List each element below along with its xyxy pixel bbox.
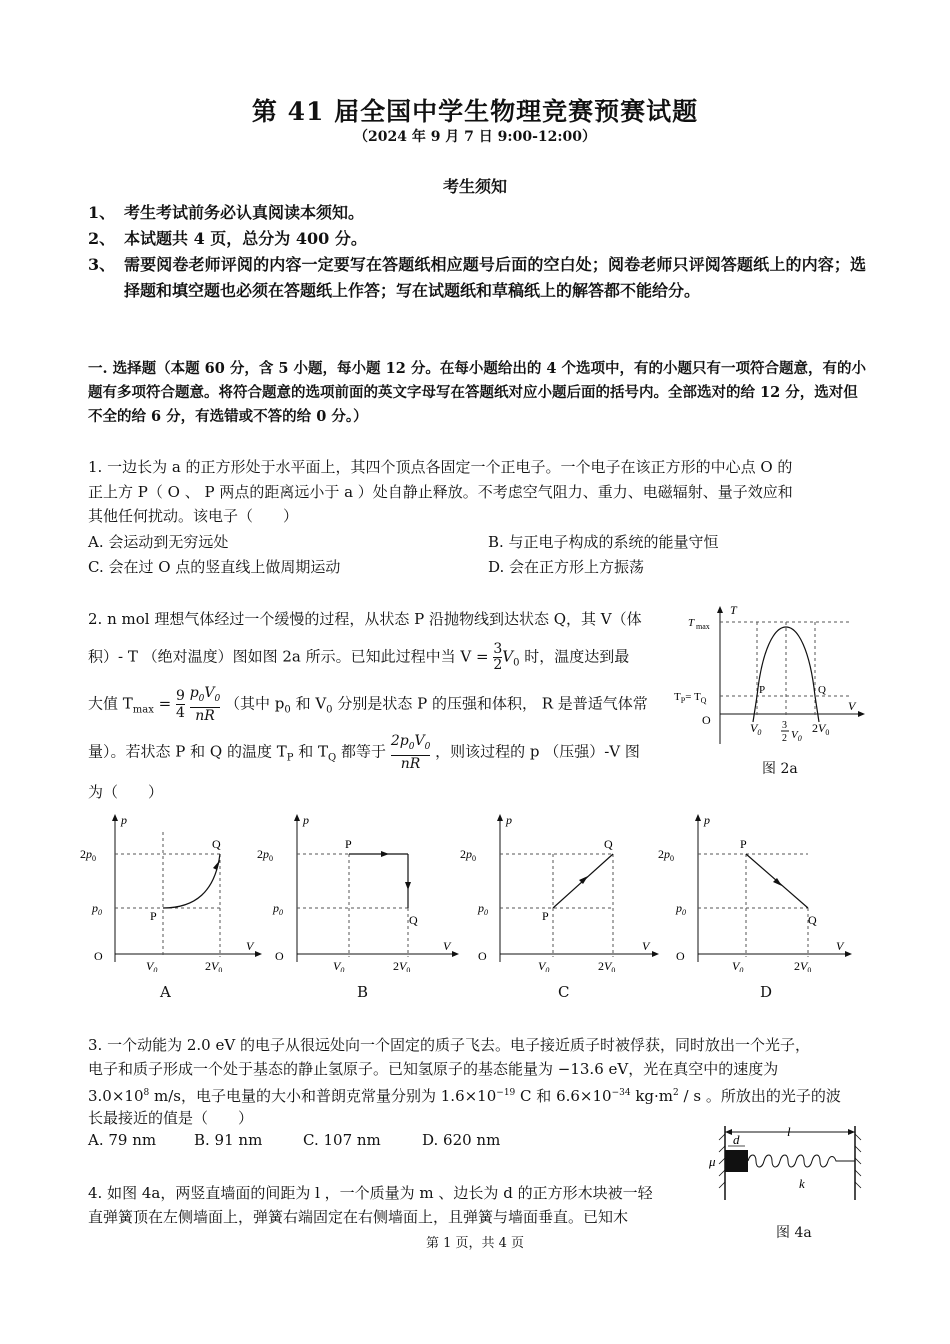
svg-text:V: V bbox=[246, 939, 254, 953]
option-label-a: A bbox=[160, 983, 171, 1001]
graph-c bbox=[460, 813, 659, 972]
q2-options-figures bbox=[80, 812, 880, 972]
q1-line-3: 其他任何扰动。该电子（ ） bbox=[88, 507, 299, 525]
q1-line-2: 正上方 P（ O 、 P 两点的距离远小于 a ）处自静止释放。不考虑空气阻力、重力、电磁辐射、量子效应和 bbox=[88, 483, 793, 501]
svg-text:V0: $V_0$ bbox=[750, 721, 762, 737]
svg-text:V: V bbox=[642, 939, 650, 953]
svg-text:p: p bbox=[506, 813, 512, 827]
svg-text:p: p bbox=[704, 813, 710, 827]
notice-text: 考生考试前务必认真阅读本须知。 bbox=[124, 203, 365, 222]
option-label-c: C bbox=[558, 983, 570, 1001]
q3-option-d: D. 620 nm bbox=[422, 1131, 501, 1149]
notice-text: 本试题共 4 页，总分为 400 分。 bbox=[124, 229, 367, 248]
svg-text:k: k bbox=[799, 1176, 805, 1191]
page-footer: 第 1 页，共 4 页 bbox=[425, 1236, 525, 1251]
svg-text:P: P bbox=[759, 684, 766, 696]
option-label-b: B bbox=[357, 983, 369, 1001]
svg-text:p0: $p_0$ bbox=[273, 901, 283, 917]
q1-option-d: D. 会在正方形上方振荡 bbox=[488, 558, 645, 576]
q4-line-1: 4. 如图 4a，两竖直墙面的间距为 l ，一个质量为 m 、边长为 d 的正方形木块被一轻 bbox=[88, 1184, 653, 1202]
svg-text:3: 3 bbox=[782, 720, 787, 731]
svg-text:2p0: $2p_0$ bbox=[80, 847, 96, 863]
q2-text: 时，温度达到最 bbox=[524, 647, 630, 666]
svg-text:Q: Q bbox=[604, 837, 613, 851]
svg-text:V0: $V_0$ bbox=[333, 959, 345, 972]
notice-num: 1、 bbox=[88, 203, 116, 222]
q3-option-a: A. 79 nm bbox=[88, 1131, 157, 1149]
fraction-3-2: $\frac{3}{2}$ bbox=[493, 641, 503, 673]
svg-text:2V0: $2V_0$ bbox=[393, 959, 411, 972]
svg-text:l: l bbox=[787, 1124, 791, 1139]
svg-text:V0: $V_0$ bbox=[732, 959, 744, 972]
notice-item-1 bbox=[88, 200, 868, 226]
q3-line-4: 长最接近的值是（ ） bbox=[88, 1109, 254, 1127]
svg-text:V0: $V_0$ bbox=[538, 959, 550, 972]
svg-text:2p0: $2p_0$ bbox=[658, 847, 674, 863]
svg-text:Q: Q bbox=[818, 684, 826, 696]
svg-text:p0: $p_0$ bbox=[92, 901, 102, 917]
graph-b bbox=[257, 813, 459, 972]
svg-text:P: P bbox=[345, 837, 352, 851]
svg-text:p0: $p_0$ bbox=[676, 901, 686, 917]
figure-2a bbox=[672, 604, 872, 754]
svg-text:2p0: $2p_0$ bbox=[460, 847, 476, 863]
figure-4a-caption: 图 4a bbox=[776, 1225, 812, 1241]
svg-text:Q: Q bbox=[808, 913, 817, 927]
q2-line-2: 积）- T （绝对温度）图如图 2a 所示。已知此过程中当 V = $\frac{3}{2}$ $V_0$ 时，温度达到最 bbox=[88, 641, 630, 673]
q2-line-4: 量）。若状态 P 和 Q 的温度 $T_P$ 和 $T_Q$ 都等于 $\frac{2p_0V_0}{nR}$ ，则该过程的 p （压强）-V 图 bbox=[88, 733, 640, 772]
q3-line-3: $3.0\times 10^8$ m/s，电子电量的大小和普朗克常量分别为 $1.6\times 10^{-19}$ C 和 $6.6\times 10^{-34}$ $kg\cdot m^2 / s$ 。所放出的光子的波 bbox=[88, 1087, 841, 1105]
q3-option-c: C. 107 nm bbox=[303, 1131, 381, 1149]
svg-text:μ: μ bbox=[709, 1154, 716, 1169]
svg-text:TP= TQ: $T_P= T_Q$ bbox=[674, 691, 707, 705]
q1-option-b: B. 与正电子构成的系统的能量守恒 bbox=[488, 533, 719, 551]
svg-text:O: O bbox=[702, 713, 711, 727]
svg-text:max: max bbox=[696, 622, 710, 631]
notice-heading: 考生须知 bbox=[442, 177, 507, 196]
svg-text:2V0: $2V_0$ bbox=[598, 959, 616, 972]
q3-line-1: 3. 一个动能为 2.0 eV 的电子从很远处向一个固定的质子飞去。电子接近质子时被俘获，同时放出一个光子， bbox=[88, 1036, 810, 1054]
svg-text:P: P bbox=[150, 909, 157, 923]
q3-line-2: 电子和质子形成一个处于基态的静止氢原子。已知氢原子的基态能量为 −13.6 eV，光在真空中的速度为 bbox=[88, 1060, 779, 1078]
q1-option-a: A. 会运动到无穷远处 bbox=[88, 533, 229, 551]
svg-text:O: O bbox=[676, 949, 685, 963]
svg-text:2V0: $2V_0$ bbox=[812, 721, 830, 737]
svg-text:O: O bbox=[94, 949, 103, 963]
svg-text:2p0: $2p_0$ bbox=[257, 847, 273, 863]
q1-line-1: 1. 一边长为 a 的正方形处于水平面上，其四个顶点各固定一个正电子。一个电子在该正方形的中心点 O 的 bbox=[88, 458, 793, 476]
q4-line-2: 直弹簧顶在左侧墙面上，弹簧右端固定在右侧墙面上，且弹簧与墙面垂直。已知木 bbox=[88, 1208, 629, 1226]
option-label-d: D bbox=[760, 983, 773, 1001]
svg-text:d: d bbox=[733, 1132, 740, 1147]
q2-line-3: 大值 $T_{max}$ = $\frac{9}{4}$ $\frac{p_0V_0}{nR}$ （其中 $p_0$ 和 $V_0$ 分别是状态 P 的压强和体积， R 是普适气体常 bbox=[88, 685, 648, 724]
svg-text:O: O bbox=[275, 949, 284, 963]
graph-d bbox=[658, 813, 852, 972]
svg-text:2: 2 bbox=[782, 733, 787, 744]
q2-line-5: 为（ ） bbox=[88, 783, 164, 801]
svg-text:P: P bbox=[740, 837, 747, 851]
svg-text:p: p bbox=[121, 813, 127, 827]
svg-text:Q: Q bbox=[409, 913, 418, 927]
svg-text:V: V bbox=[443, 939, 451, 953]
section-heading: 一. 选择题（本题 60 分，含 5 小题，每小题 12 分。在每小题给出的 4 个选项中，有的小题只有一项符合题意，有的小题有多项符合题意。将符合题意的选项前面的英文字母写在答题纸对应小题后面的括号内。全部选对的给 12 分，选对但不全的给 6 分，有选错或不答的给 0 分。） bbox=[88, 360, 867, 425]
q2-line-1: 2. n mol 理想气体经过一个缓慢的过程，从状态 P 沿抛物线到达状态 Q，其 V（体 bbox=[88, 610, 642, 628]
svg-text:p: p bbox=[303, 813, 309, 827]
q2-text: 积）- T （绝对温度）图如图 2a 所示。已知此过程中当 V = bbox=[88, 647, 489, 666]
svg-text:V: V bbox=[836, 939, 844, 953]
figure-4a bbox=[705, 1120, 865, 1202]
notice-num: 3、 bbox=[88, 255, 116, 274]
exam-date: （2024 年 9 月 7 日 9:00-12:00） bbox=[353, 129, 597, 145]
svg-text:V0: $V_0$ bbox=[146, 959, 158, 972]
svg-text:V0: $V_0$ bbox=[791, 729, 802, 743]
notice-item-3 bbox=[88, 252, 868, 332]
svg-text:T: T bbox=[688, 617, 695, 629]
notice-text: 需要阅卷老师评阅的内容一定要写在答题纸相应题号后面的空白处；阅卷老师只评阅答题纸上的内容；选择题和填空题也必须在答题纸上作答；写在试题纸和草稿纸上的解答都不能给分。 bbox=[124, 255, 866, 300]
svg-text:T: T bbox=[730, 604, 737, 617]
svg-text:V: V bbox=[848, 699, 856, 713]
graph-a bbox=[80, 813, 262, 972]
notice-item-2 bbox=[88, 226, 868, 252]
svg-text:Q: Q bbox=[212, 837, 221, 851]
svg-text:2V0: $2V_0$ bbox=[794, 959, 812, 972]
notice-num: 2、 bbox=[88, 229, 116, 248]
svg-text:p0: $p_0$ bbox=[478, 901, 488, 917]
page-title: 第 41 届全国中学生物理竞赛预赛试题 bbox=[251, 97, 699, 126]
figure-2a-caption: 图 2a bbox=[762, 761, 798, 777]
q1-option-c: C. 会在过 O 点的竖直线上做周期运动 bbox=[88, 558, 341, 576]
svg-text:O: O bbox=[478, 949, 487, 963]
svg-text:P: P bbox=[542, 909, 549, 923]
q3-option-b: B. 91 nm bbox=[194, 1131, 263, 1149]
svg-text:2V0: $2V_0$ bbox=[205, 959, 223, 972]
